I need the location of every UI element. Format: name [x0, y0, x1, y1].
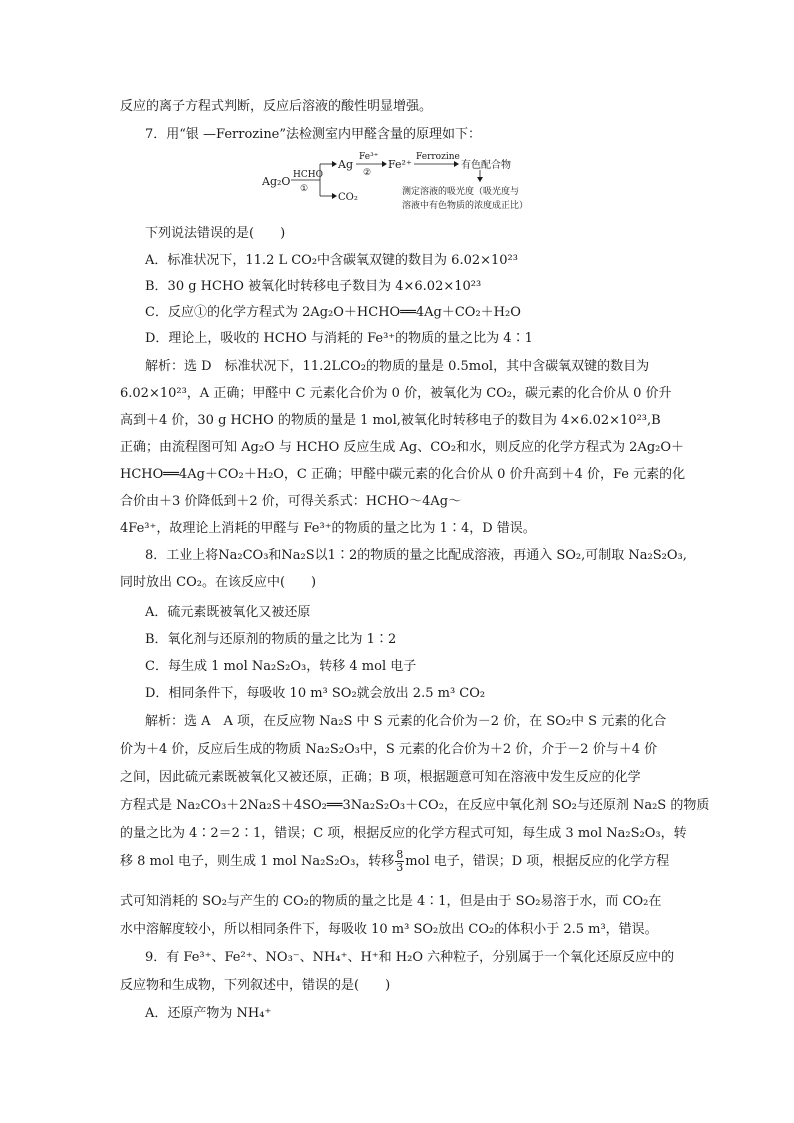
q9-stem-line2: 反应物和生成物，下列叙述中，错误的是( ): [120, 978, 391, 993]
q7-answer-line4: 正确；由流程图可知 Ag₂O 与 HCHO 反应生成 Ag、CO₂和水，则反应的化学方程式为 2Ag₂O＋: [120, 440, 685, 455]
diagram-note1: 测定溶液的吸光度（吸光度与: [402, 187, 520, 197]
q9-stem-line1: 9．有 Fe³⁺、Fe²⁺、NO₃⁻、NH₄⁺、H⁺和 H₂O 六种粒子，分别属于一个氧化还原反应中的: [145, 950, 675, 965]
q8-answer-line3: 之间，因此硫元素既被氧化又被还原，正确；B 项，根据题意可知在溶液中发生反应的化学: [120, 770, 641, 785]
q7-option-a: A．标准状况下，11.2 L CO₂中含碳氧双键的数目为 6.02×10²³: [145, 253, 518, 268]
q7-reaction-diagram: [262, 148, 562, 218]
diagram-hcho: HCHO: [293, 170, 323, 180]
q8-answer-line6-a: 移 8 mol 电子，则生成 1 mol Na₂S₂O₃，转移: [120, 854, 395, 869]
q7-stem: 7．用“银 —Ferrozine”法检测室内甲醛含量的原理如下：: [145, 127, 482, 142]
q7-option-c: C．反应①的化学方程式为 2Ag₂O＋HCHO══4Ag＋CO₂＋H₂O: [145, 305, 521, 320]
diagram-complex: 有色配合物: [461, 160, 511, 171]
intro-line: 反应的离子方程式判断，反应后溶液的酸性明显增强。: [120, 99, 433, 114]
q7-answer-line3: 高到＋4 价，30 g HCHO 的物质的量是 1 mol,被氧化时转移电子的数目为 4×6.02×10²³,B: [120, 413, 661, 428]
fraction-eight-thirds: [395, 849, 404, 874]
q8-option-a: A．硫元素既被氧化又被还原: [145, 605, 311, 620]
diagram-ag: Ag: [338, 158, 353, 171]
q8-option-d: D．相同条件下，每吸收 10 m³ SO₂就会放出 2.5 m³ CO₂: [145, 686, 486, 701]
q9-option-a: A．还原产物为 NH₄⁺: [145, 1006, 272, 1021]
q7-answer-line5: HCHO══4Ag＋CO₂＋H₂O，C 正确；甲醛中碳元素的化合价从 0 价升高到＋4 价，Fe 元素的化: [120, 467, 686, 482]
q7-answer-line7: 4Fe³⁺，故理论上消耗的甲醛与 Fe³⁺的物质的量之比为 1∶4，D 错误。: [120, 521, 536, 536]
q8-option-b: B．氧化剂与还原剂的物质的量之比为 1∶2: [145, 632, 397, 647]
q8-option-c: C．每生成 1 mol Na₂S₂O₃，转移 4 mol 电子: [145, 659, 417, 674]
fraction-denominator: 3: [396, 861, 404, 874]
q8-stem-line1: 8．工业上将Na₂CO₃和Na₂S以1∶2的物质的量之比配成溶液，再通入 SO₂,可制取 Na₂S₂O₃,: [145, 548, 687, 563]
q7-answer-line6: 合价由＋3 价降低到＋2 价，可得关系式：HCHO～4Ag～: [120, 494, 462, 509]
diagram-fe2: Fe²⁺: [388, 158, 412, 171]
diagram-step1: ①: [300, 184, 309, 194]
q7-answer-line2: 6.02×10²³，A 正确；甲醛中 C 元素化合价为 0 价，被氧化为 CO₂，碳元素的化合价从 0 价升: [120, 386, 672, 401]
diagram-co2: CO₂: [338, 192, 358, 203]
fraction-numerator: 8: [396, 848, 404, 861]
q8-answer-line4: 方程式是 Na₂CO₃＋2Na₂S＋4SO₂══3Na₂S₂O₃＋CO₂，在反应中氧化剂 SO₂与还原剂 Na₂S 的物质: [120, 798, 710, 813]
diagram-ag2o: Ag₂O: [262, 175, 291, 188]
diagram-note2: 溶液中有色物质的浓度成正比）: [402, 201, 529, 211]
q7-ask: 下列说法错误的是( ): [145, 226, 286, 241]
q8-answer-line8: 水中溶解度较小，所以相同条件下，每吸收 10 m³ SO₂放出 CO₂的体积小于 2.5 m³，错误。: [120, 922, 658, 937]
diagram-ferrozine: Ferrozine: [416, 152, 460, 162]
q8-answer-line2: 价为＋4 价，反应后生成的物质 Na₂S₂O₃中，S 元素的化合价为＋2 价，介于－2 价与＋4 价: [120, 742, 658, 757]
q8-answer-line7: 式可知消耗的 SO₂与产生的 CO₂的物质的量之比是 4∶1，但是由于 SO₂易溶于水，而 CO₂在: [120, 894, 662, 909]
q8-answer-line1: 解析：选 A A 项，在反应物 Na₂S 中 S 元素的化合价为－2 价，在 SO₂中 S 元素的化合: [145, 714, 667, 729]
q7-option-d: D．理论上，吸收的 HCHO 与消耗的 Fe³⁺的物质的量之比为 4∶1: [145, 331, 533, 346]
diagram-step2: ②: [363, 168, 372, 178]
q7-option-b: B．30 g HCHO 被氧化时转移电子数目为 4×6.02×10²³: [145, 279, 482, 294]
diagram-fe3: Fe³⁺: [359, 152, 379, 162]
q8-answer-line6: [120, 849, 669, 875]
q7-answer-line1: 解析：选 D 标准状况下，11.2LCO₂的物质的量是 0.5mol，其中含碳氧双键的数目为: [145, 359, 650, 374]
q8-answer-line6-b: mol 电子，错误；D 项，根据反应的化学方程: [405, 854, 670, 869]
q8-answer-line5: 的量之比为 4∶2＝2∶1，错误；C 项，根据反应的化学方程式可知，每生成 3 mol Na₂S₂O₃，转: [120, 826, 687, 841]
q8-stem-line2: 同时放出 CO₂。在该反应中( ): [120, 575, 317, 590]
